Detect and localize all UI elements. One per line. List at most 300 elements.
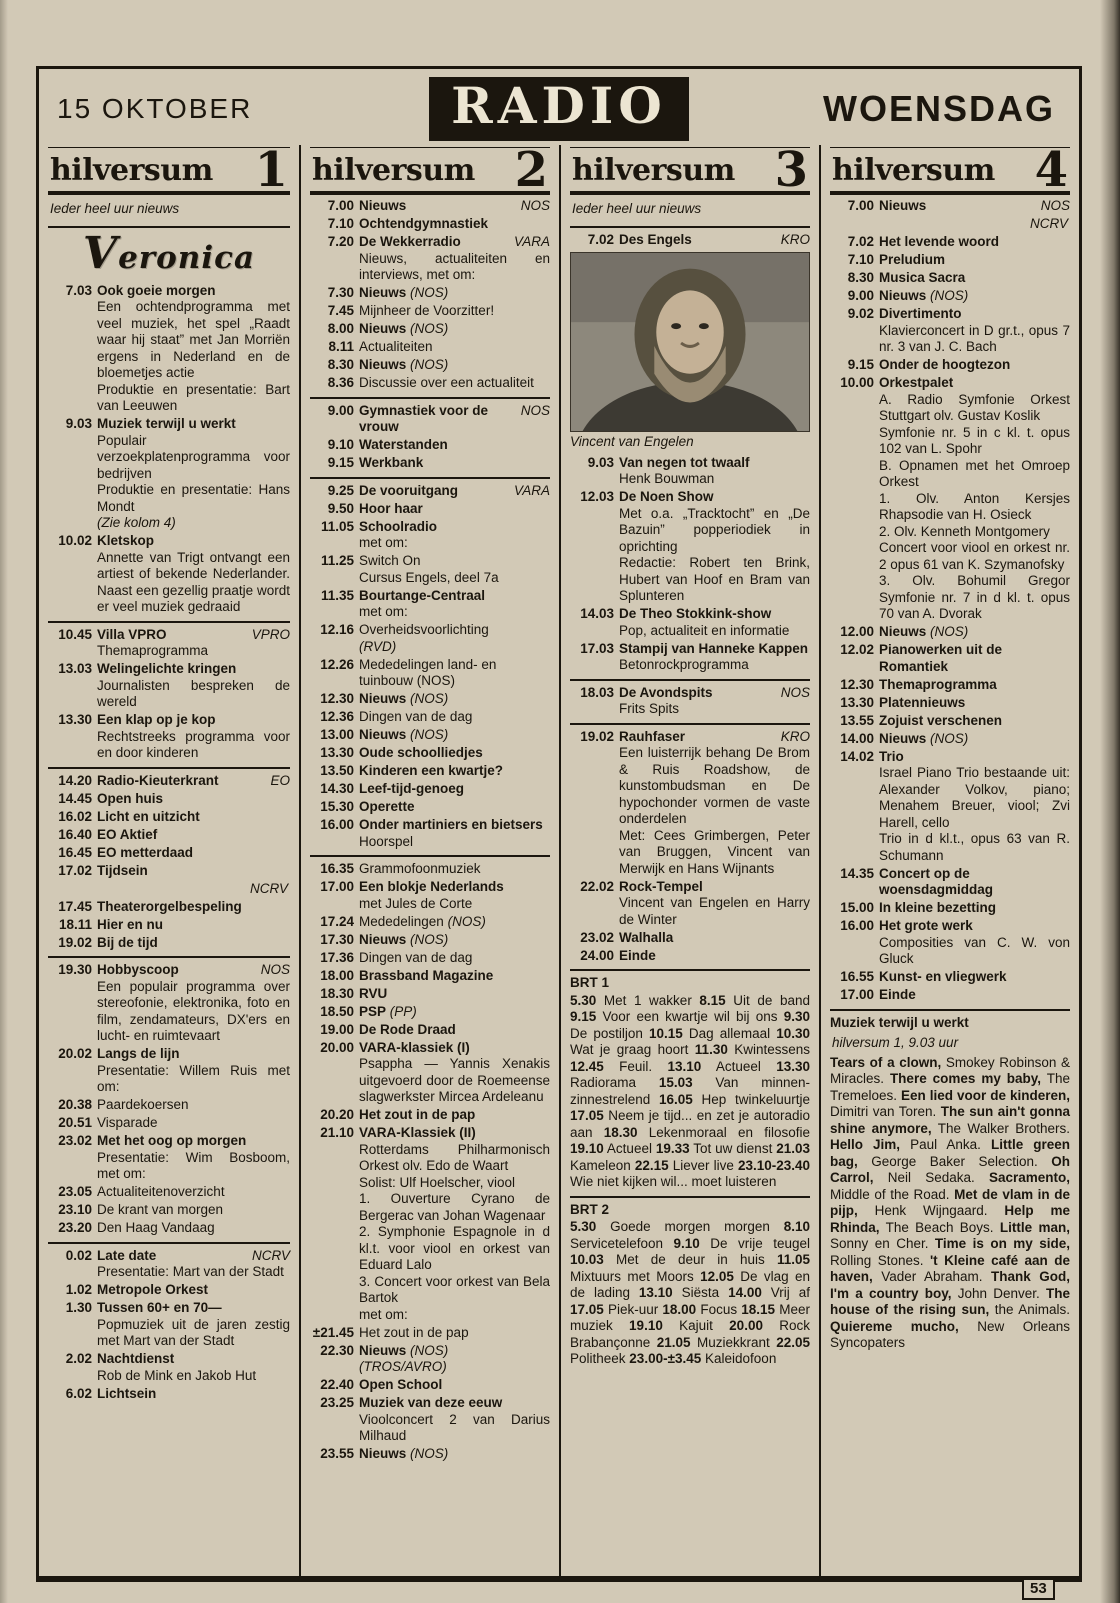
program-body xyxy=(359,879,550,912)
program-body xyxy=(97,917,290,934)
program-description: Rotterdams Philharmonisch Orkest olv. Edo de Waart xyxy=(359,1141,550,1173)
program-title: Mededelingen land- en tuinbouw (NOS) xyxy=(359,656,497,688)
program-time: 8.00 xyxy=(327,321,354,336)
program-title: Het zout in de pap xyxy=(359,1324,469,1340)
program-title: Einde xyxy=(619,947,656,963)
program-flow-text: Tears of a clown, Smokey Robinson & Miracles. There comes my baby, The Tremeloes. Een lied voor de kinderen, Dimitri van Toren. The sun ain't gonna shine anymore, The Walker Brothers. Hello Jim, Paul Anka. Little green bag, George Baker Selection. Oh Carrol, Neil Sedaka. Sacramento, Middle of the Road. Met de vlam in de pijp, Henk Wijngaard. Help me Rhinda, The Beach Boys. Little man, Sonny en Cher. Time is on my side, Rolling Stones. 't Kleine café aan de haven, Vader Abraham. Thank God, I'm a country boy, John Denver. The house of the rising sun, the Animals. Quiereme mucho, New Orleans Syncopaters xyxy=(830,1054,1071,1350)
station-number: 3 xyxy=(774,145,808,198)
program-body xyxy=(879,306,1070,356)
program-title: Einde xyxy=(879,987,916,1002)
broadcaster-tag: NOS xyxy=(520,402,550,418)
program-body xyxy=(359,1446,550,1463)
note-text: hilversum 1, 9.03 uur xyxy=(832,1035,959,1050)
program-description: Journalisten bespreken de wereld xyxy=(97,677,290,709)
program-body xyxy=(879,624,1070,641)
station-name: hilversum xyxy=(50,153,213,188)
program-time: 14.45 xyxy=(58,790,92,806)
program-title: De Avondspits xyxy=(619,684,713,700)
program-item xyxy=(310,763,550,780)
divider-rule xyxy=(310,477,550,479)
program-item xyxy=(310,817,550,850)
program-body xyxy=(619,930,810,947)
program-suffix: (PP) xyxy=(386,1003,417,1019)
program-item xyxy=(310,914,550,931)
page-number: 53 xyxy=(1022,1578,1055,1600)
program-title: Mededelingen xyxy=(359,913,444,929)
note-text: Ieder heel uur nieuws xyxy=(50,201,180,216)
radio-section-title: RADIO xyxy=(429,77,689,141)
program-description: Een ochtendprogramma met veel muziek, het spel „Raadt waar hij staat” met Jan Morriën ergens in Nederland en de bloemetjes actie xyxy=(97,299,290,380)
program-time: 23.55 xyxy=(320,1446,354,1461)
program-body xyxy=(359,727,550,744)
program-item xyxy=(48,416,290,532)
program-title: Van negen tot twaalf xyxy=(619,454,750,470)
program-title: PSP xyxy=(359,1003,387,1019)
program-time: 20.38 xyxy=(58,1097,92,1112)
program-time: 24.00 xyxy=(580,947,614,963)
program-body xyxy=(359,234,550,284)
program-title: Rock-Tempel xyxy=(619,878,703,894)
program-time: 8.30 xyxy=(847,270,874,285)
program-title: Kinderen een kwartje? xyxy=(359,763,504,778)
program-description: Nieuws, actualiteiten en interviews, met om: xyxy=(359,250,550,282)
program-title: De Rode Draad xyxy=(359,1021,456,1037)
program-title: Nieuws xyxy=(359,931,407,947)
program-title: Visparade xyxy=(97,1115,158,1130)
program-time: 17.00 xyxy=(840,987,874,1002)
program-title: VARA-Klassiek (II) xyxy=(359,1125,476,1140)
program-title: Lichtsein xyxy=(97,1385,157,1401)
section-heading: BRT 1 xyxy=(570,975,610,990)
program-suffix: (NOS) xyxy=(406,357,449,372)
program-description: Frits Spits xyxy=(619,701,680,716)
program-body xyxy=(97,773,290,790)
program-time: 9.15 xyxy=(847,357,874,372)
program-body xyxy=(359,968,550,985)
flow-time: 19.10 xyxy=(629,1318,663,1333)
program-body xyxy=(359,799,550,816)
program-item xyxy=(310,1446,550,1463)
program-title: Nieuws xyxy=(359,1446,407,1461)
program-item xyxy=(830,866,1070,899)
broadcaster-tag: NOS xyxy=(780,684,810,700)
program-title: Pianowerken uit de Romantiek xyxy=(879,642,1003,674)
program-item xyxy=(310,303,550,320)
flow-time: 8.15 xyxy=(699,992,726,1008)
program-title: Nieuws xyxy=(359,691,407,706)
program-item xyxy=(48,1115,290,1132)
program-body xyxy=(879,731,1070,748)
program-body xyxy=(97,1115,290,1132)
program-item xyxy=(48,1351,290,1384)
program-time: 16.55 xyxy=(840,969,874,984)
program-item xyxy=(310,1125,550,1323)
program-body xyxy=(359,216,550,233)
program-item xyxy=(48,533,290,616)
program-description: met om: xyxy=(359,535,408,550)
program-item xyxy=(830,713,1070,730)
flow-time: 20.00 xyxy=(729,1318,763,1333)
program-time: 7.00 xyxy=(847,198,874,213)
program-body xyxy=(97,1046,290,1096)
broadcaster-tag: NOS xyxy=(1040,198,1070,213)
program-title: Ook goeie morgen xyxy=(97,282,216,298)
program-description: Klavierconcert in D gr.t., opus 7 nr. 3 van J. C. Bach xyxy=(879,322,1070,354)
program-item xyxy=(570,455,810,488)
divider-rule xyxy=(310,855,550,857)
program-item xyxy=(310,1377,550,1394)
program-title: Paardekoersen xyxy=(97,1097,189,1112)
program-description: Rob de Mink en Jakob Hut xyxy=(97,1367,257,1383)
program-time: 13.50 xyxy=(320,763,354,778)
program-title: Radio-Kieuterkrant xyxy=(97,772,219,788)
program-body xyxy=(97,1184,290,1201)
program-item xyxy=(48,627,290,660)
program-suffix: (NOS) xyxy=(443,913,486,929)
program-description: Rechtstreeks programma voor en door kinderen xyxy=(97,728,290,760)
flow-time: 17.05 xyxy=(570,1108,604,1123)
program-body xyxy=(359,1325,550,1342)
program-item xyxy=(48,1220,290,1237)
masthead xyxy=(39,69,1079,145)
program-item xyxy=(830,969,1070,986)
program-body xyxy=(359,1004,550,1021)
program-item xyxy=(310,437,550,454)
program-time: 18.50 xyxy=(320,1003,354,1019)
program-time: 17.00 xyxy=(320,879,354,894)
program-title: De Noen Show xyxy=(619,489,714,504)
program-item xyxy=(830,731,1070,748)
program-title: Met het oog op morgen xyxy=(97,1133,247,1148)
program-body xyxy=(359,691,550,708)
program-title: Actualiteiten xyxy=(359,339,433,354)
program-title: Nieuws xyxy=(359,727,407,742)
program-title: Themaprogramma xyxy=(879,676,997,692)
program-body xyxy=(879,713,1070,730)
program-title: Welingelichte kringen xyxy=(97,661,237,676)
program-time: 22.30 xyxy=(320,1342,354,1358)
program-time: 11.05 xyxy=(320,518,354,534)
program-item xyxy=(830,624,1070,641)
divider-rule xyxy=(570,226,810,228)
program-time: 19.00 xyxy=(320,1021,354,1037)
program-item xyxy=(570,948,810,965)
program-body xyxy=(359,1395,550,1445)
program-title: Brassband Magazine xyxy=(359,967,494,983)
program-item xyxy=(310,799,550,816)
program-title: Zojuist verschenen xyxy=(879,712,1003,728)
program-item xyxy=(48,1046,290,1096)
program-title: Het grote werk xyxy=(879,918,973,933)
program-item xyxy=(830,918,1070,968)
program-body xyxy=(619,489,810,605)
flow-time: 10.15 xyxy=(649,1025,683,1041)
divider-rule xyxy=(310,397,550,399)
program-description: Hoorspel xyxy=(359,833,414,849)
program-title: Mijnheer de Voorzitter! xyxy=(359,303,495,318)
program-time: 16.35 xyxy=(320,861,354,876)
program-time: 23.25 xyxy=(320,1395,354,1410)
program-time: 7.10 xyxy=(847,252,874,267)
program-title: Licht en uitzicht xyxy=(97,808,200,824)
program-body xyxy=(97,627,290,660)
section-heading: BRT 2 xyxy=(570,1201,610,1217)
flow-time: Thank God, I'm a country boy, xyxy=(830,1269,1071,1301)
broadcaster-tag: VPRO xyxy=(251,626,290,642)
flow-time: 19.33 xyxy=(655,1141,690,1156)
program-time: 14.35 xyxy=(840,865,874,881)
program-description: 3. Olv. Bohumil Gregor Symfonie nr. 7 in d kl. t. opus 70 van A. Dvorak xyxy=(879,573,1070,621)
program-item xyxy=(48,962,290,1045)
flow-time: Een lied voor de kinderen, xyxy=(901,1087,1070,1103)
program-item xyxy=(48,1300,290,1350)
program-body xyxy=(359,745,550,762)
issue-date: 15 OKTOBER xyxy=(57,93,253,124)
program-title: Bij de tijd xyxy=(97,934,158,950)
program-item xyxy=(48,1133,290,1183)
flow-time: 5.30 xyxy=(570,1219,597,1234)
flow-time: 21.03 xyxy=(776,1141,810,1156)
program-time: 9.25 xyxy=(327,482,354,498)
program-item xyxy=(48,1248,290,1281)
program-item xyxy=(830,270,1070,287)
program-time: 14.30 xyxy=(320,781,354,796)
program-time: 13.30 xyxy=(58,712,92,727)
program-time: 13.00 xyxy=(320,727,354,742)
program-title: Theaterorgelbespeling xyxy=(97,898,242,914)
program-time: 10.45 xyxy=(58,626,92,642)
program-suffix: (NOS) xyxy=(406,321,449,336)
program-title: Leef-tijd-genoeg xyxy=(359,781,464,796)
program-time: 16.45 xyxy=(58,844,92,860)
program-body xyxy=(97,791,290,808)
program-time: 19.02 xyxy=(580,728,614,744)
program-description: 2. Symphonie Espagnole in d kl.t. voor viool en orkest van Eduard Lalo xyxy=(359,1224,550,1272)
program-time: 9.02 xyxy=(847,306,874,321)
program-title: Ochtendgymnastiek xyxy=(359,216,489,231)
program-description: 1. Ouverture Cyrano de Bergerac van Johan Wagenaar xyxy=(359,1191,550,1223)
program-body xyxy=(97,1300,290,1350)
program-time: 9.10 xyxy=(327,437,354,452)
program-item xyxy=(48,283,290,415)
program-body xyxy=(879,288,1070,305)
program-body xyxy=(359,339,550,356)
broadcaster-tag: VARA xyxy=(513,482,550,498)
program-flow-text: 5.30 Goede morgen morgen 8.10 Servicetelefoon 9.10 De vrije teugel 10.03 Met de deur in huis 11.05 Mixtuurs met Moors 12.05 De vlag en de lading 13.10 Siësta 14.00 Vrij af 17.05 Piek-uur 18.00 Focus 18.15 Meer muziek 19.10 Kajuit 20.00 Rock Brabançonne 21.05 Muziekkrant 22.05 Politheek 23.00-±3.45 Kaleidofoon xyxy=(570,1219,811,1366)
program-time: 12.02 xyxy=(840,642,874,657)
program-item xyxy=(830,252,1070,269)
program-title: RVU xyxy=(359,985,388,1001)
program-item xyxy=(310,553,550,586)
column-hilversum-1 xyxy=(39,145,299,1576)
station-number: 2 xyxy=(514,145,548,198)
program-title: Kunst- en vliegwerk xyxy=(879,969,1007,984)
program-body xyxy=(359,403,550,436)
program-title: Dingen van de dag xyxy=(359,949,473,965)
column-hilversum-4 xyxy=(819,145,1079,1576)
program-body xyxy=(359,198,550,215)
program-time: 7.30 xyxy=(327,285,354,300)
program-item xyxy=(48,809,290,826)
program-body xyxy=(359,483,550,500)
divider-rule xyxy=(48,767,290,769)
program-body xyxy=(619,606,810,639)
column-hilversum-2 xyxy=(299,145,559,1576)
program-title: Discussie over een actualiteit xyxy=(359,375,534,390)
program-title: Nieuws xyxy=(359,285,407,300)
program-item xyxy=(570,879,810,929)
program-title: Stampij van Hanneke Kappen xyxy=(619,640,809,656)
program-title: Villa VPRO xyxy=(97,626,167,642)
program-time: 16.40 xyxy=(58,826,92,842)
program-time: 13.55 xyxy=(840,712,874,728)
program-body xyxy=(359,285,550,302)
program-suffix: (NOS) xyxy=(406,931,449,947)
program-item xyxy=(310,745,550,762)
program-description: Betonrockprogramma xyxy=(619,657,749,672)
page-frame xyxy=(36,66,1082,1582)
program-body xyxy=(359,1040,550,1106)
program-item xyxy=(310,1107,550,1124)
program-title: Bourtange-Centraal xyxy=(359,587,486,603)
broadcaster-tag: NCRV xyxy=(251,1247,290,1263)
program-title: Des Engels xyxy=(619,231,692,247)
flow-time: 12.05 xyxy=(700,1268,734,1284)
program-title: Nieuws xyxy=(879,730,927,746)
program-body xyxy=(359,861,550,878)
program-title: EO Aktief xyxy=(97,826,158,842)
program-time: 18.11 xyxy=(58,916,92,932)
program-item xyxy=(310,519,550,552)
program-item xyxy=(310,1022,550,1039)
program-description: Presentatie: Wim Bosboom, met om: xyxy=(97,1149,290,1181)
program-title: Actualiteitenoverzicht xyxy=(97,1184,225,1199)
flow-time: Hello Jim, xyxy=(830,1137,901,1152)
flow-time: 17.05 xyxy=(570,1301,604,1317)
program-body xyxy=(359,1022,550,1039)
program-item xyxy=(830,677,1070,694)
program-item xyxy=(830,749,1070,865)
program-time: 17.45 xyxy=(58,898,92,914)
program-title: Orkestpalet xyxy=(879,375,954,390)
program-time: 7.45 xyxy=(327,303,354,318)
program-time: 9.50 xyxy=(327,500,354,516)
broadcaster-tag: VARA xyxy=(513,234,550,249)
program-body xyxy=(879,918,1070,968)
program-title: Nieuws xyxy=(359,198,407,213)
program-item xyxy=(48,917,290,934)
program-body xyxy=(619,641,810,674)
program-item xyxy=(310,321,550,338)
program-title: Onder de hoogtezon xyxy=(879,357,1011,372)
program-item xyxy=(48,935,290,952)
station-number: 4 xyxy=(1034,145,1068,198)
station-name: hilversum xyxy=(832,153,995,188)
program-body xyxy=(359,501,550,518)
flow-time: Time is on my side, xyxy=(934,1236,1070,1251)
program-description: Pop, actualiteit en informatie xyxy=(619,622,790,638)
program-description: met Jules de Corte xyxy=(359,895,473,911)
program-description: Henk Bouwman xyxy=(619,471,715,486)
program-time: 19.02 xyxy=(58,934,92,950)
program-time: 12.30 xyxy=(320,691,354,706)
program-time: 12.36 xyxy=(320,709,354,724)
program-description: Een luisterrijk behang De Brom & Ruis Roadshow, de kunstombudsman en De hypochonder vormen de vaste onderdelen xyxy=(619,745,810,826)
program-body xyxy=(879,357,1070,374)
program-time: 9.03 xyxy=(65,416,92,431)
flow-time: 15.03 xyxy=(658,1075,693,1090)
flow-time: 13.30 xyxy=(776,1058,810,1074)
flow-time: Sacramento, xyxy=(988,1170,1070,1185)
program-body xyxy=(359,622,550,655)
program-suffix: (NOS) xyxy=(406,1342,449,1358)
program-time: 22.40 xyxy=(320,1377,354,1392)
program-item xyxy=(310,234,550,284)
flow-time: Oh Carrol, xyxy=(830,1153,1070,1185)
program-body xyxy=(97,827,290,844)
program-suffix: (NOS) xyxy=(926,288,969,303)
program-body xyxy=(359,781,550,798)
program-title: Gymnastiek voor de vrouw xyxy=(359,402,489,434)
program-title: Nieuws xyxy=(879,198,927,213)
program-body xyxy=(359,657,550,690)
program-time: 14.00 xyxy=(840,730,874,746)
program-time: 18.30 xyxy=(320,985,354,1001)
program-description: Composities van C. W. von Gluck xyxy=(879,934,1070,966)
program-body xyxy=(359,588,550,621)
program-time: ±21.45 xyxy=(312,1324,354,1340)
program-item xyxy=(830,642,1070,675)
flow-time: Met de vlam in de pijp, xyxy=(830,1186,1071,1218)
column-header xyxy=(570,145,810,198)
program-time: 9.00 xyxy=(327,402,354,418)
program-body xyxy=(359,321,550,338)
program-item xyxy=(48,1097,290,1114)
program-item xyxy=(310,986,550,1003)
program-item xyxy=(310,879,550,912)
flow-time: 19.10 xyxy=(570,1141,604,1156)
program-title: Nieuws xyxy=(879,288,927,303)
program-body xyxy=(97,809,290,826)
program-time: 17.03 xyxy=(580,640,614,656)
program-body xyxy=(879,987,1070,1004)
program-time: 16.00 xyxy=(320,817,354,832)
program-item xyxy=(310,198,550,215)
program-title: Operette xyxy=(359,799,415,814)
program-item xyxy=(310,861,550,878)
station-name: hilversum xyxy=(312,153,475,188)
flow-time: 14.00 xyxy=(728,1285,762,1300)
program-item xyxy=(830,695,1070,712)
program-body xyxy=(879,677,1070,694)
divider-rule xyxy=(48,956,290,958)
program-time: 19.30 xyxy=(58,962,92,977)
program-time: 12.00 xyxy=(840,624,874,639)
program-body xyxy=(359,1107,550,1124)
program-item xyxy=(310,1395,550,1445)
program-item xyxy=(830,357,1070,374)
program-item xyxy=(48,712,290,762)
program-suffix: (NOS) xyxy=(406,1446,449,1461)
flow-time: 22.15 xyxy=(634,1157,669,1173)
program-time: 8.36 xyxy=(327,375,354,390)
program-description: Presentatie: Mart van der Stadt xyxy=(97,1264,284,1279)
program-time: 23.02 xyxy=(580,929,614,945)
program-item xyxy=(310,781,550,798)
program-description: Redactie: Robert ten Brink, Hubert van Hoof en Bram van Splunteren xyxy=(619,555,810,603)
program-item xyxy=(48,1386,290,1403)
program-time: 20.02 xyxy=(58,1046,92,1061)
